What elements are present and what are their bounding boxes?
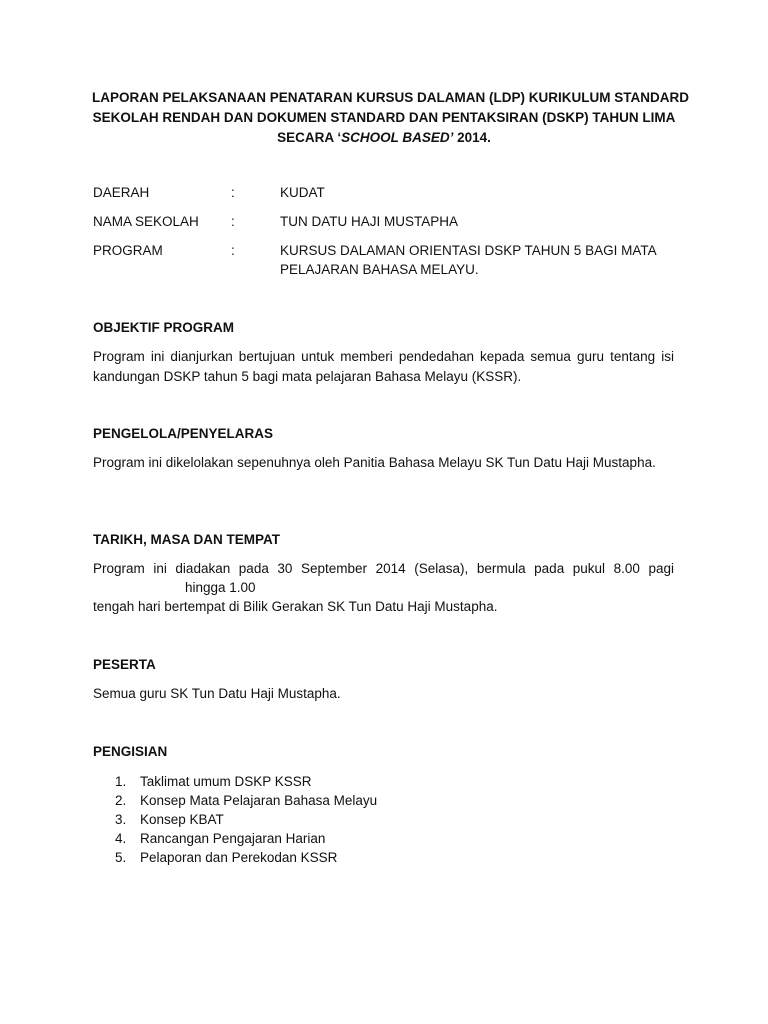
program-label: PROGRAM (93, 243, 163, 258)
list-item-number: 4. (115, 831, 127, 846)
title-line-3-suffix: 2014. (453, 130, 491, 145)
program-value: KURSUS DALAMAN ORIENTASI DSKP TAHUN 5 BAGI MATA PELAJARAN BAHASA MELAYU. (280, 243, 656, 277)
title-line-3-italic: SCHOOL BASED’ (341, 130, 454, 145)
tarikh-heading: TARIKH, MASA DAN TEMPAT (93, 532, 280, 547)
sekolah-value: TUN DATU HAJI MUSTAPHA (280, 214, 459, 229)
title-line-3 (92, 128, 676, 148)
peserta-text: Semua guru SK Tun Datu Haji Mustapha. (93, 686, 341, 701)
title-line-1: LAPORAN PELAKSANAAN PENATARAN KURSUS DALAMAN (LDP) KURIKULUM STANDARD (92, 90, 689, 105)
list-item-number: 5. (115, 850, 127, 865)
info-colon: : (231, 243, 235, 258)
list-item-text: Rancangan Pengajaran Harian (140, 831, 326, 846)
tarikh-line-3: tengah hari bertempat di Bilik Gerakan SK Tun Datu Haji Mustapha. (93, 599, 498, 614)
pengelola-text: Program ini dikelolakan sepenuhnya oleh Panitia Bahasa Melayu SK Tun Datu Haji Mustapha. (93, 455, 656, 470)
list-item-text: Taklimat umum DSKP KSSR (140, 774, 312, 789)
list-item-number: 1. (115, 774, 127, 789)
daerah-label: DAERAH (93, 185, 150, 200)
list-item-number: 2. (115, 793, 127, 808)
title-line-2: SEKOLAH RENDAH DAN DOKUMEN STANDARD DAN PENTAKSIRAN (DSKP) TAHUN LIMA (92, 110, 676, 125)
tarikh-line-1: Program ini diadakan pada 30 September 2014 (Selasa), bermula pada pukul 8.00 pagi (93, 561, 674, 576)
list-item-number: 3. (115, 812, 127, 827)
title-line-3-prefix: SECARA ‘ (277, 130, 342, 145)
list-item-text: Konsep Mata Pelajaran Bahasa Melayu (140, 793, 378, 808)
peserta-heading: PESERTA (93, 657, 156, 672)
objektif-heading: OBJEKTIF PROGRAM (93, 320, 235, 335)
list-item-text: Konsep KBAT (140, 812, 224, 827)
pengisian-heading: PENGISIAN (93, 744, 168, 759)
list-item-text: Pelaporan dan Perekodan KSSR (140, 850, 338, 865)
document-title (92, 88, 689, 148)
objektif-text: Program ini dianjurkan bertujuan untuk memberi pendedahan kepada semua guru tentang isi kandungan DSKP tahun 5 bagi mata pelajaran Bahasa Melayu (KSSR). (93, 349, 674, 384)
daerah-value: KUDAT (280, 185, 325, 200)
info-colon: : (231, 214, 235, 229)
sekolah-label: NAMA SEKOLAH (93, 214, 199, 229)
tarikh-line-2: hingga 1.00 (185, 580, 256, 595)
pengelola-heading: PENGELOLA/PENYELARAS (93, 426, 274, 441)
info-colon: : (231, 185, 235, 200)
